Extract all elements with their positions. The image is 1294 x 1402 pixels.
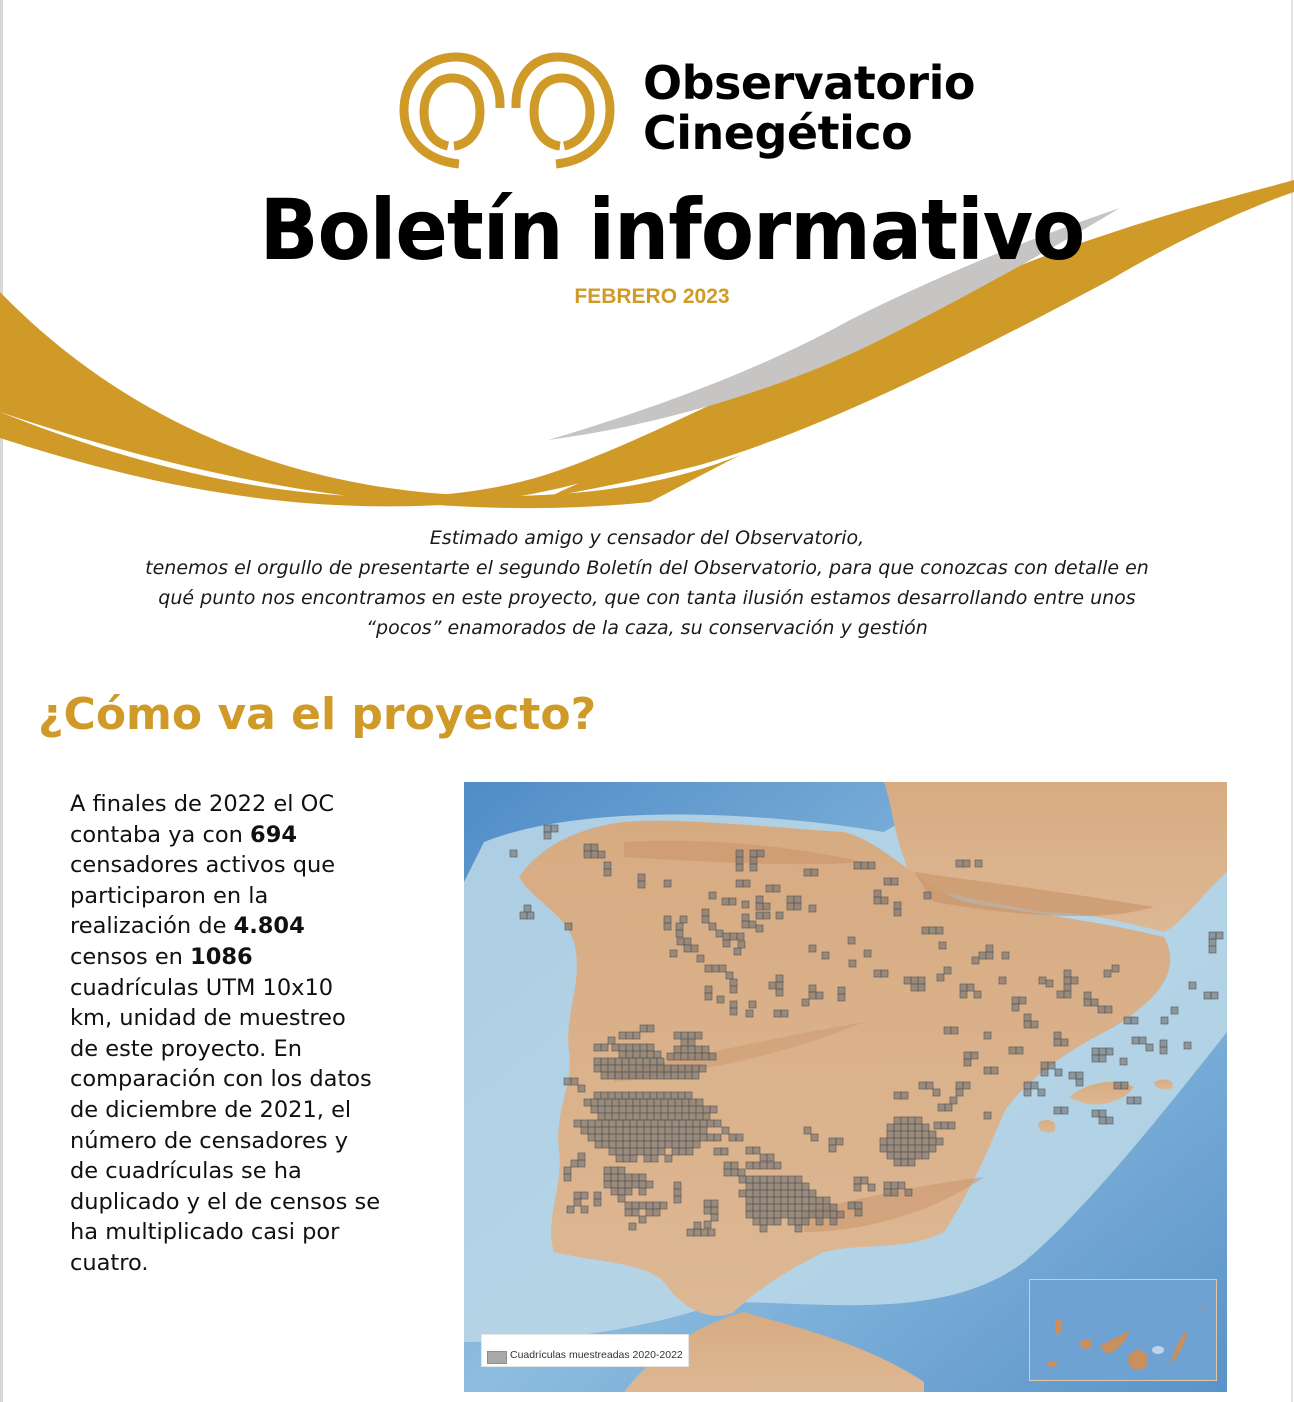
body-line	[70, 973, 430, 1004]
body-text-segment: contaba ya con	[70, 821, 251, 848]
intro-paragraph	[20, 523, 1274, 643]
logo-text	[643, 58, 975, 158]
body-text-segment: censos en	[70, 943, 191, 970]
body-line	[70, 1126, 430, 1157]
observatorio-rings-logo-icon	[398, 52, 618, 170]
intro-line: Estimado amigo y censador del Observatorio,	[429, 527, 865, 549]
stat-censos: 4.804	[233, 913, 305, 940]
body-line	[70, 911, 430, 942]
canary-islands-map	[1030, 1280, 1216, 1380]
intro-line: tenemos el orgullo de presentarte el segundo Boletín del Observatorio, para que conozcas con detalle en	[145, 557, 1149, 579]
stat-censadores: 694	[250, 821, 298, 848]
body-text-segment: número de censadores y	[70, 1127, 349, 1154]
logo-line-2: Cinegético	[643, 106, 913, 160]
legend-swatch-sampled-cells	[487, 1351, 507, 1364]
body-text-segment: censadores activos que	[70, 852, 336, 879]
project-status-paragraph	[70, 789, 430, 1279]
body-line	[70, 942, 430, 973]
issue-date: FEBRERO 2023	[574, 285, 730, 308]
intro-line: qué punto nos encontramos en este proyecto, que con tanta ilusión estamos desarrollando entre unos	[158, 587, 1136, 609]
body-line	[70, 1095, 430, 1126]
body-text-segment: de diciembre de 2021, el	[70, 1096, 352, 1123]
body-text-segment: de este proyecto. En	[70, 1035, 302, 1062]
body-text-segment: ha multiplicado casi por	[70, 1219, 340, 1246]
body-line	[70, 789, 430, 820]
page-title: Boletín informativo	[259, 181, 1085, 279]
stat-cuadriculas: 1086	[190, 943, 253, 970]
body-line	[70, 881, 430, 912]
body-line	[70, 820, 430, 851]
body-text-segment: realización de	[70, 913, 234, 940]
body-line	[70, 1034, 430, 1065]
canary-islands-inset	[1029, 1279, 1217, 1381]
body-text-segment: cuadrículas UTM 10x10	[70, 974, 334, 1001]
body-line	[70, 1064, 430, 1095]
body-line	[70, 1187, 430, 1218]
body-line	[70, 1003, 430, 1034]
section-heading: ¿Cómo va el proyecto?	[38, 689, 597, 740]
body-text-segment: cuatro.	[70, 1249, 149, 1276]
body-line	[70, 1248, 430, 1279]
logo-line-1: Observatorio	[643, 56, 975, 110]
body-line	[70, 850, 430, 881]
body-text-segment: A finales de 2022 el OC	[70, 791, 335, 817]
body-text-segment: km, unidad de muestreo	[70, 1005, 346, 1032]
body-line	[70, 1217, 430, 1248]
legend-label: Cuadrículas muestreadas 2020-2022	[510, 1349, 683, 1361]
intro-line: “pocos” enamorados de la caza, su conservación y gestión	[366, 617, 928, 639]
body-text-segment: de cuadrículas se ha	[70, 1158, 302, 1185]
body-text-segment: duplicado y el de censos se	[70, 1188, 381, 1215]
iberia-sampling-map	[464, 782, 1227, 1392]
body-line	[70, 1156, 430, 1187]
body-text-segment: comparación con los datos	[70, 1066, 372, 1093]
body-text-segment: participaron en la	[70, 882, 269, 909]
map-legend	[481, 1334, 689, 1367]
